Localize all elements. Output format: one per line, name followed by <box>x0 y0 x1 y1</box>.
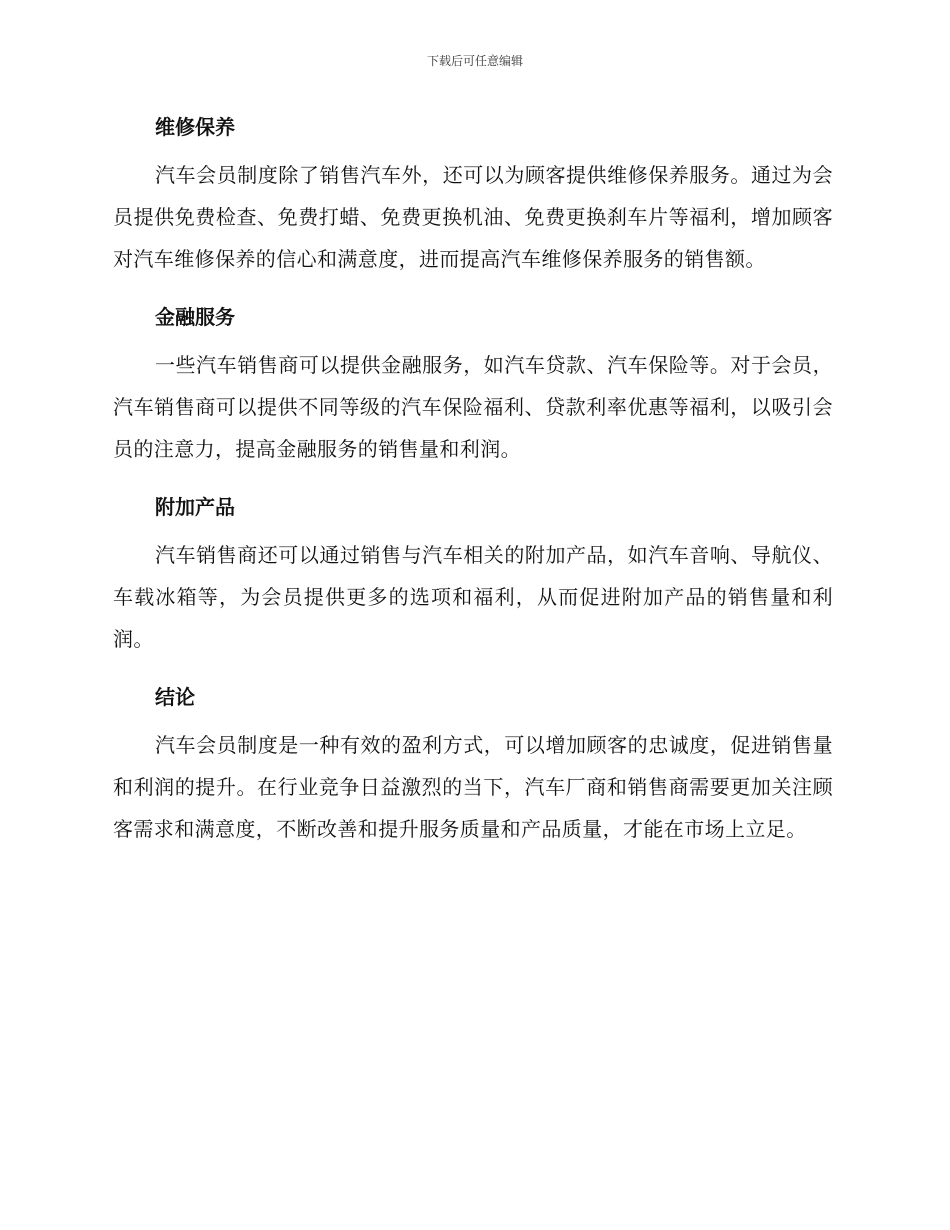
section-paragraph: 一些汽车销售商可以提供金融服务，如汽车贷款、汽车保险等。对于会员，汽车销售商可以提供不同等级的汽车保险福利、贷款利率优惠等福利，以吸引会员的注意力，提高金融服务的销售量和利润。 <box>113 353 833 461</box>
section-maintenance <box>113 106 833 280</box>
section-paragraph: 汽车销售商还可以通过销售与汽车相关的附加产品，如汽车音响、导航仪、车载冰箱等，为会员提供更多的选项和福利，从而促进附加产品的销售量和利润。 <box>113 543 833 651</box>
section-paragraph: 汽车会员制度除了销售汽车外，还可以为顾客提供维修保养服务。通过为会员提供免费检查、免费打蜡、免费更换机油、免费更换刹车片等福利，增加顾客对汽车维修保养的信心和满意度，进而提高汽车维修保养服务的销售额。 <box>113 163 833 271</box>
section-conclusion <box>113 676 833 850</box>
section-paragraph: 汽车会员制度是一种有效的盈利方式，可以增加顾客的忠诚度，促进销售量和利润的提升。在行业竞争日益激烈的当下，汽车厂商和销售商需要更加关注顾客需求和满意度，不断改善和提升服务质量和产品质量，才能在市场上立足。 <box>113 733 833 841</box>
page-header: 下载后可任意编辑 <box>426 54 523 68</box>
section-finance <box>113 296 833 470</box>
section-heading: 维修保养 <box>155 115 235 139</box>
section-heading: 附加产品 <box>155 495 235 519</box>
section-heading: 金融服务 <box>155 305 235 329</box>
section-addon-products <box>113 486 833 660</box>
section-heading: 结论 <box>155 685 195 709</box>
document-body <box>113 106 833 866</box>
